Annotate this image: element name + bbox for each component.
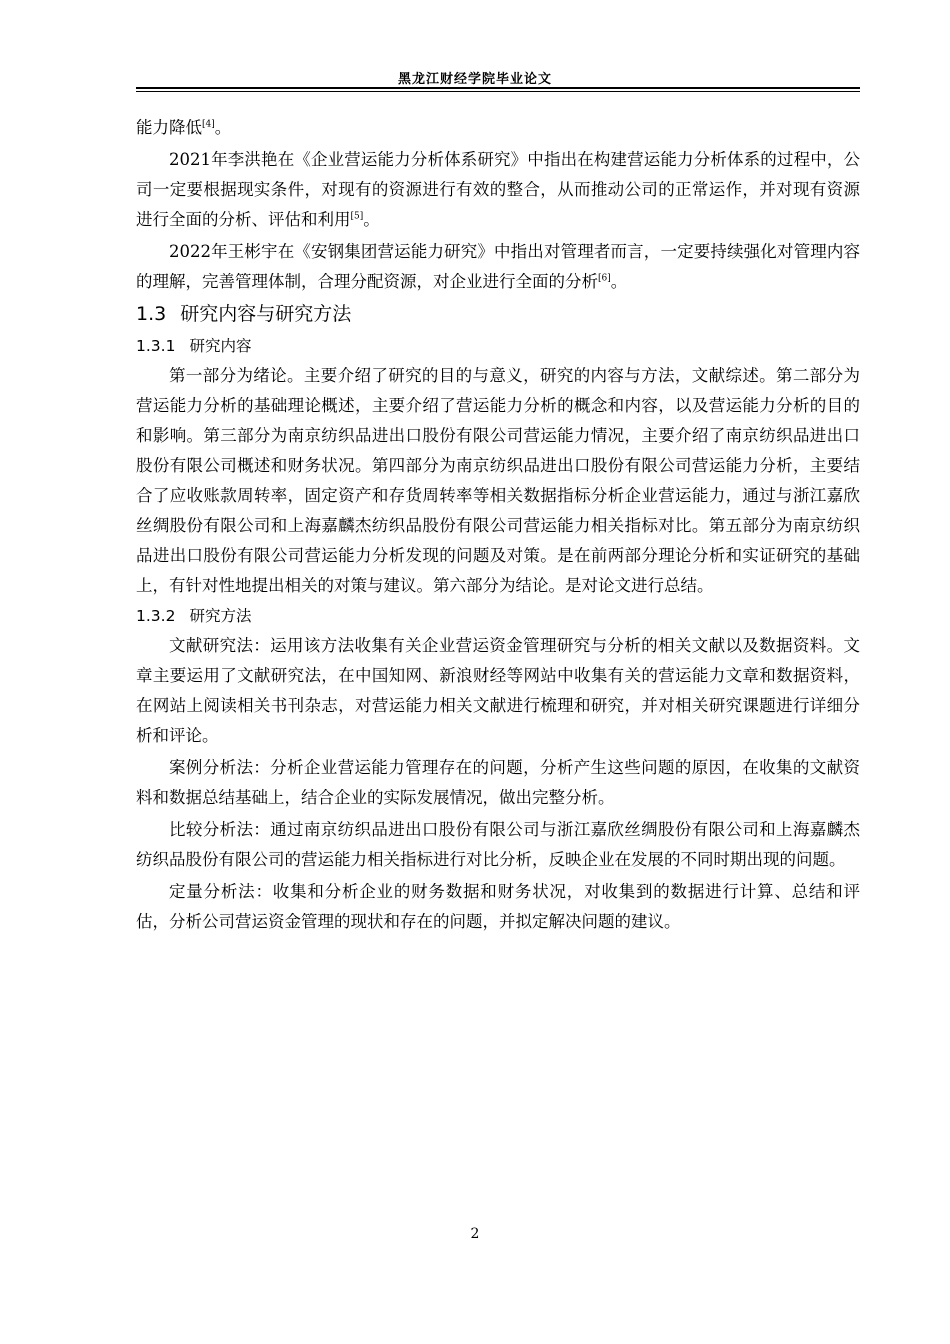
page-number: 2 [470, 1226, 480, 1242]
paragraph: 2021年李洪艳在《企业营运能力分析体系研究》中指出在构建营运能力分析体系的过程中，公司一定要根据现实条件，对现有的资源进行有效的整合，从而推动公司的正常运作，并对现有资源进行全面的分析、评估和利用[5]。 [136, 150, 860, 229]
header-rule-thin [136, 91, 860, 92]
paragraph: 定量分析法：收集和分析企业的财务数据和财务状况，对收集到的数据进行计算、总结和评估，分析公司营运资金管理的现状和存在的问题，并拟定解决问题的建议。 [136, 882, 860, 931]
paragraph: 案例分析法：分析企业营运能力管理存在的问题，分析产生这些问题的原因，在收集的文献资料和数据总结基础上，结合企业的实际发展情况，做出完整分析。 [136, 758, 860, 807]
running-header: 黑龙江财经学院毕业论文 [397, 72, 552, 87]
citation: [6] [598, 273, 611, 284]
header-rule-thick [136, 87, 860, 89]
section-heading: 1.3 研究内容与研究方法 [136, 303, 352, 325]
citation: [5] [350, 211, 364, 222]
paragraph: 比较分析法：通过南京纺织品进出口股份有限公司与浙江嘉欣丝绸股份有限公司和上海嘉麟杰纺织品股份有限公司的营运能力相关指标进行对比分析，反映企业在发展的不同时期出现的问题。 [136, 820, 860, 869]
page-body [136, 113, 860, 937]
subsection-heading: 1.3.2 研究方法 [136, 607, 252, 625]
citation: [4] [202, 119, 215, 130]
subsection-heading: 1.3.1 研究内容 [136, 337, 252, 355]
paragraph: 第一部分为绪论。主要介绍了研究的目的与意义，研究的内容与方法，文献综述。第二部分为营运能力分析的基础理论概述，主要介绍了营运能力分析的概念和内容，以及营运能力分析的目的和影响。第三部分为南京纺织品进出口股份有限公司营运能力情况，主要介绍了南京纺织品进出口股份有限公司概述和财务状况。第四部分为南京纺织品进出口股份有限公司营运能力分析，主要结合了应收账款周转率，固定资产和存货周转率等相关数据指标分析企业营运能力，通过与浙江嘉欣丝绸股份有限公司和上海嘉麟杰纺织品股份有限公司营运能力相关指标对比。第五部分为南京纺织品进出口股份有限公司营运能力分析发现的问题及对策。是在前两部分理论分析和实证研究的基础上，有针对性地提出相关的对策与建议。第六部分为结论。是对论文进行总结。 [136, 366, 860, 595]
paragraph: 文献研究法：运用该方法收集有关企业营运资金管理研究与分析的相关文献以及数据资料。文章主要运用了文献研究法，在中国知网、新浪财经等网站中收集有关的营运能力文章和数据资料，在网站上阅读相关书刊杂志，对营运能力相关文献进行梳理和研究，并对相关研究课题进行详细分析和评论。 [136, 636, 860, 745]
paragraph: 2022年王彬宇在《安钢集团营运能力研究》中指出对管理者而言，一定要持续强化对管理内容的理解，完善管理体制，合理分配资源，对企业进行全面的分析[6]。 [136, 242, 860, 291]
paragraph: 能力降低[4]。 [136, 118, 232, 137]
